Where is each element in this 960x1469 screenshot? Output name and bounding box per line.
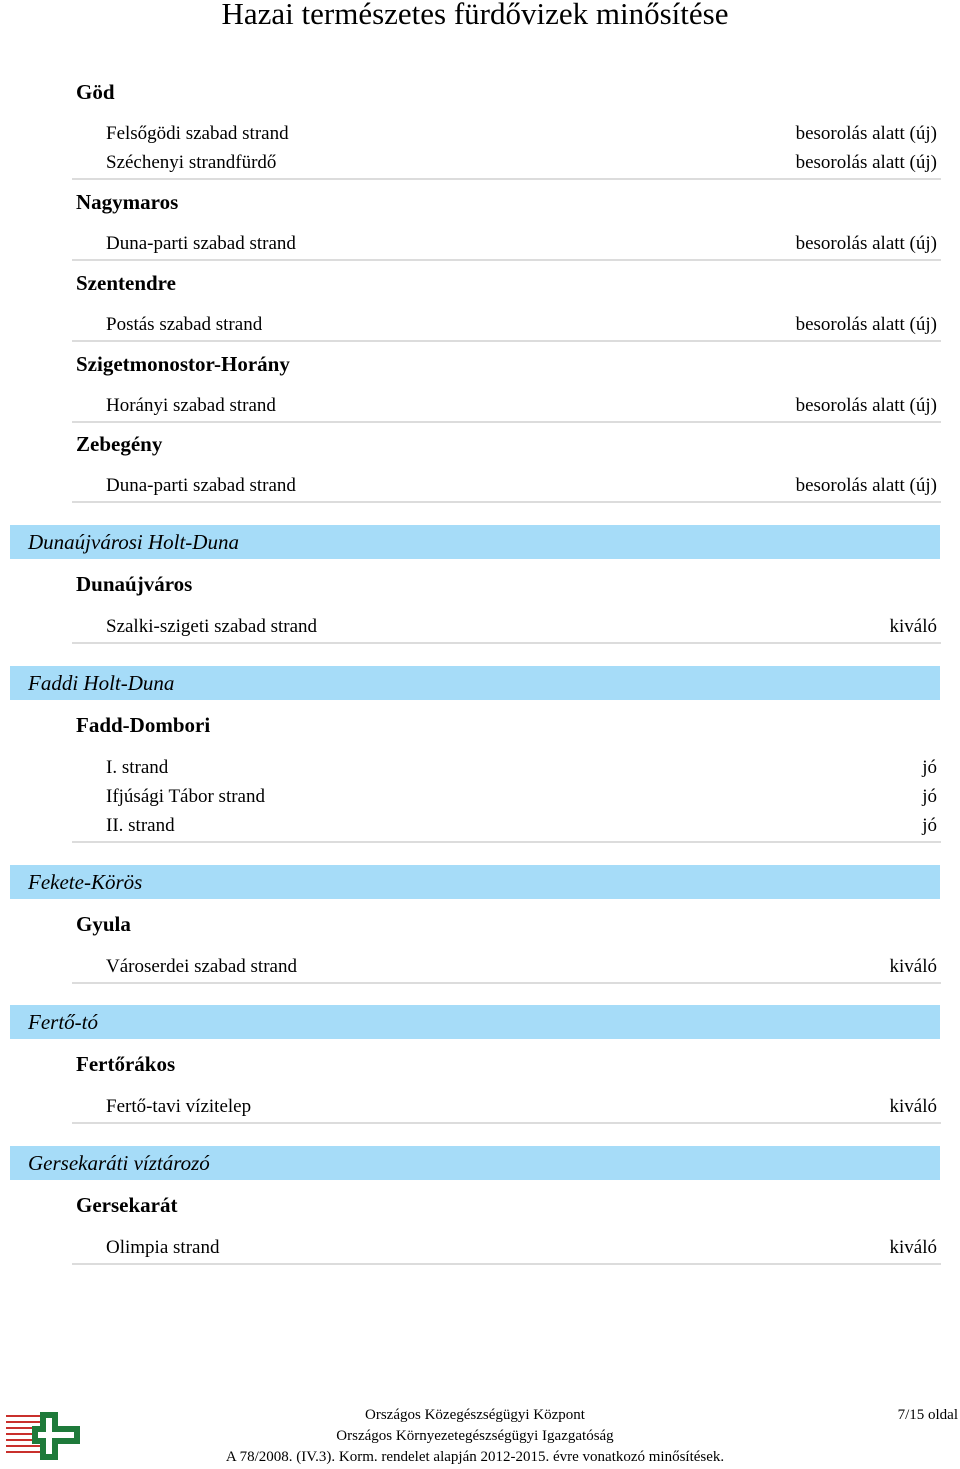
site-rating: kiváló [889, 1096, 937, 1117]
footer-org2: Országos Környezetegészségügyi Igazgatóság [336, 1428, 614, 1444]
site-row [72, 613, 941, 644]
site-rating: jó [922, 757, 937, 778]
site-row [72, 754, 941, 783]
water-body-header-label: Dunaújvárosi Holt-Duna [28, 530, 239, 554]
site-name: Olimpia strand [106, 1237, 220, 1258]
footer-note: A 78/2008. (IV.3). Korm. rendelet alapján 2012-2015. évre vonatkozó minősítések. [225, 1449, 725, 1465]
water-body-header-label: Fertő-tó [28, 1010, 98, 1034]
town-heading: Gersekarát [76, 1193, 178, 1217]
water-body-header [10, 666, 940, 700]
site-row [72, 1093, 941, 1124]
site-name: Horányi szabad strand [106, 395, 276, 416]
page-number: 7/15 oldal [897, 1407, 958, 1423]
site-rating: besorolás alatt (új) [795, 152, 937, 173]
water-body-header [10, 865, 940, 899]
town-heading: Zebegény [76, 432, 163, 456]
site-row [72, 149, 941, 180]
site-name: Széchenyi strandfürdő [106, 152, 277, 173]
site-name: Felsőgödi szabad strand [106, 123, 289, 144]
site-rating: besorolás alatt (új) [795, 395, 937, 416]
site-name: Szalki-szigeti szabad strand [106, 616, 318, 637]
site-name: Duna-parti szabad strand [106, 233, 296, 254]
site-row [72, 1234, 941, 1265]
water-body-header [10, 525, 940, 559]
town-heading: Szentendre [76, 271, 176, 295]
site-rating: kiváló [889, 616, 937, 637]
site-rating: kiváló [889, 956, 937, 977]
town-heading: Nagymaros [76, 190, 179, 214]
water-body-header-label: Fekete-Körös [28, 870, 143, 894]
town-heading: Dunaújváros [76, 572, 193, 596]
site-name: I. strand [106, 757, 169, 778]
site-rating: besorolás alatt (új) [795, 233, 937, 254]
site-name: Duna-parti szabad strand [106, 475, 296, 496]
site-rating: besorolás alatt (új) [795, 475, 937, 496]
site-rating: jó [922, 786, 937, 807]
footer-org1: Országos Közegészségügyi Központ [365, 1407, 585, 1423]
cross-logo-icon [4, 1408, 86, 1464]
site-row [72, 472, 941, 503]
page-title: Hazai természetes fürdővizek minősítése [221, 0, 729, 31]
site-row [72, 311, 941, 342]
site-rating: besorolás alatt (új) [795, 123, 937, 144]
site-rating: kiváló [889, 1237, 937, 1258]
site-row [72, 120, 941, 149]
site-row [72, 783, 941, 812]
site-rating: jó [922, 815, 937, 836]
town-heading: Fertőrákos [76, 1052, 176, 1076]
water-body-header [10, 1146, 940, 1180]
site-row [72, 953, 941, 984]
site-row [72, 812, 941, 843]
water-body-header-label: Gersekaráti víztározó [28, 1151, 210, 1175]
site-name: II. strand [106, 815, 175, 836]
water-body-header [10, 1005, 940, 1039]
site-name: Városerdei szabad strand [106, 956, 297, 977]
town-heading: Fadd-Dombori [76, 713, 211, 737]
site-name: Postás szabad strand [106, 314, 263, 335]
town-heading: Szigetmonostor-Horány [76, 352, 290, 376]
site-rating: besorolás alatt (új) [795, 314, 937, 335]
water-body-header-label: Faddi Holt-Duna [28, 671, 175, 695]
town-heading: Göd [76, 80, 115, 104]
site-name: Ifjúsági Tábor strand [106, 786, 265, 807]
site-name: Fertő-tavi vízitelep [106, 1096, 252, 1117]
site-row [72, 230, 941, 261]
town-heading: Gyula [76, 912, 131, 936]
site-row [72, 392, 941, 423]
